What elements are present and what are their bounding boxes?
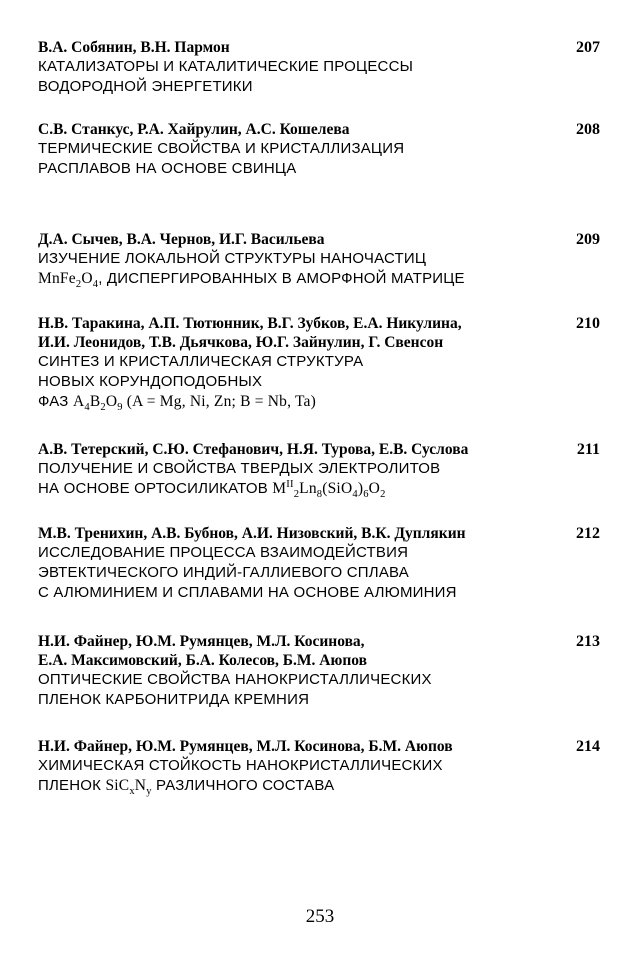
entry-authors: С.В. Станкус, Р.А. Хайрулин, А.С. Кошелева	[38, 121, 350, 138]
entry-authors: В.А. Собянин, В.Н. Пармон	[38, 39, 230, 56]
title-text: РАЗЛИЧНОГО СОСТАВА	[151, 777, 335, 794]
entry-authors: Е.А. Максимовский, Б.А. Колесов, Б.М. Аюпов	[38, 652, 368, 669]
toc-entry	[38, 440, 600, 499]
chemical-formula: $M^{II}_2Ln_8(SiO_4)_6O_2$	[272, 478, 386, 501]
entry-authors: Н.И. Файнер, Ю.М. Румянцев, М.Л. Косинова, Б.М. Аюпов	[38, 738, 453, 755]
chemical-formula: $A_4B_2O_9$	[72, 393, 123, 414]
entry-authors: Н.В. Таракина, А.П. Тютюнник, В.Г. Зубков, Е.А. Никулина,	[38, 315, 462, 332]
entry-title-line: ВОДОРОДНОЙ ЭНЕРГЕТИКИ	[38, 78, 253, 95]
toc-entry	[38, 737, 600, 796]
entry-title-line: ПОЛУЧЕНИЕ И СВОЙСТВА ТВЕРДЫХ ЭЛЕКТРОЛИТОВ	[38, 460, 441, 477]
toc-entry	[38, 230, 600, 289]
entry-authors: А.В. Тетерский, С.Ю. Стефанович, Н.Я. Турова, Е.В. Суслова	[38, 441, 469, 458]
chemical-formula: $MnFe_2O_4$	[38, 270, 99, 291]
title-text: ПЛЕНОК	[38, 777, 106, 794]
chemical-formula: $SiC_xN_y$	[105, 777, 152, 798]
entry-title-line: ИЗУЧЕНИЕ ЛОКАЛЬНОЙ СТРУКТУРЫ НАНОЧАСТИЦ	[38, 250, 427, 267]
entry-page-number: 210	[576, 315, 600, 332]
entry-authors: И.И. Леонидов, Т.В. Дьячкова, Ю.Г. Зайнулин, Г. Свенсон	[38, 334, 444, 351]
title-text: , ДИСПЕРГИРОВАННЫХ В АМОРФНОЙ МАТРИЦЕ	[98, 270, 465, 287]
toc-entry	[38, 38, 600, 97]
entry-page-number: 208	[576, 121, 600, 138]
toc-entry	[38, 524, 600, 603]
entry-authors: М.В. Тренихин, А.В. Бубнов, А.И. Низовский, В.К. Дуплякин	[38, 525, 466, 542]
entry-title-line: ТЕРМИЧЕСКИЕ СВОЙСТВА И КРИСТАЛЛИЗАЦИЯ	[38, 140, 405, 157]
entry-title-line: КАТАЛИЗАТОРЫ И КАТАЛИТИЧЕСКИЕ ПРОЦЕССЫ	[38, 58, 414, 75]
entry-title-line: ЭВТЕКТИЧЕСКОГО ИНДИЙ-ГАЛЛИЕВОГО СПЛАВА	[38, 564, 409, 581]
entry-title-formula-line	[38, 776, 600, 796]
entry-title-line: СИНТЕЗ И КРИСТАЛЛИЧЕСКАЯ СТРУКТУРА	[38, 353, 364, 370]
entry-page-number: 209	[576, 231, 600, 248]
entry-page-number: 207	[576, 39, 600, 56]
entry-page-number: 211	[576, 441, 600, 458]
entry-title-line: ИССЛЕДОВАНИЕ ПРОЦЕССА ВЗАИМОДЕЙСТВИЯ	[38, 544, 409, 561]
entry-page-number: 214	[576, 738, 600, 755]
title-text: ФАЗ	[38, 393, 73, 410]
entry-page-number: 213	[576, 633, 600, 650]
toc-entry	[38, 314, 600, 412]
page-number: 253	[305, 906, 335, 927]
toc-entry	[38, 120, 600, 179]
entry-authors: Д.А. Сычев, В.А. Чернов, И.Г. Васильева	[38, 231, 325, 248]
title-text: (A = Mg, Ni, Zn; B = Nb, Ta)	[122, 393, 316, 410]
entry-title-line: ХИМИЧЕСКАЯ СТОЙКОСТЬ НАНОКРИСТАЛЛИЧЕСКИХ	[38, 757, 443, 774]
entry-title-line: С АЛЮМИНИЕМ И СПЛАВАМИ НА ОСНОВЕ АЛЮМИНИЯ	[38, 584, 457, 601]
entry-page-number: 212	[576, 525, 600, 542]
entry-title-line: НОВЫХ КОРУНДОПОДОБНЫХ	[38, 373, 263, 390]
entry-title-formula-line	[38, 269, 600, 289]
entry-title-formula-line	[38, 392, 600, 412]
entry-title-formula-line	[38, 479, 600, 499]
entry-title-line: РАСПЛАВОВ НА ОСНОВЕ СВИНЦА	[38, 160, 297, 177]
entry-title-line: ПЛЕНОК КАРБОНИТРИДА КРЕМНИЯ	[38, 691, 310, 708]
toc-entry	[38, 632, 600, 710]
entry-title-line: ОПТИЧЕСКИЕ СВОЙСТВА НАНОКРИСТАЛЛИЧЕСКИХ	[38, 671, 432, 688]
entry-authors: Н.И. Файнер, Ю.М. Румянцев, М.Л. Косинова,	[38, 633, 365, 650]
title-text: НА ОСНОВЕ ОРТОСИЛИКАТОВ	[38, 480, 273, 497]
